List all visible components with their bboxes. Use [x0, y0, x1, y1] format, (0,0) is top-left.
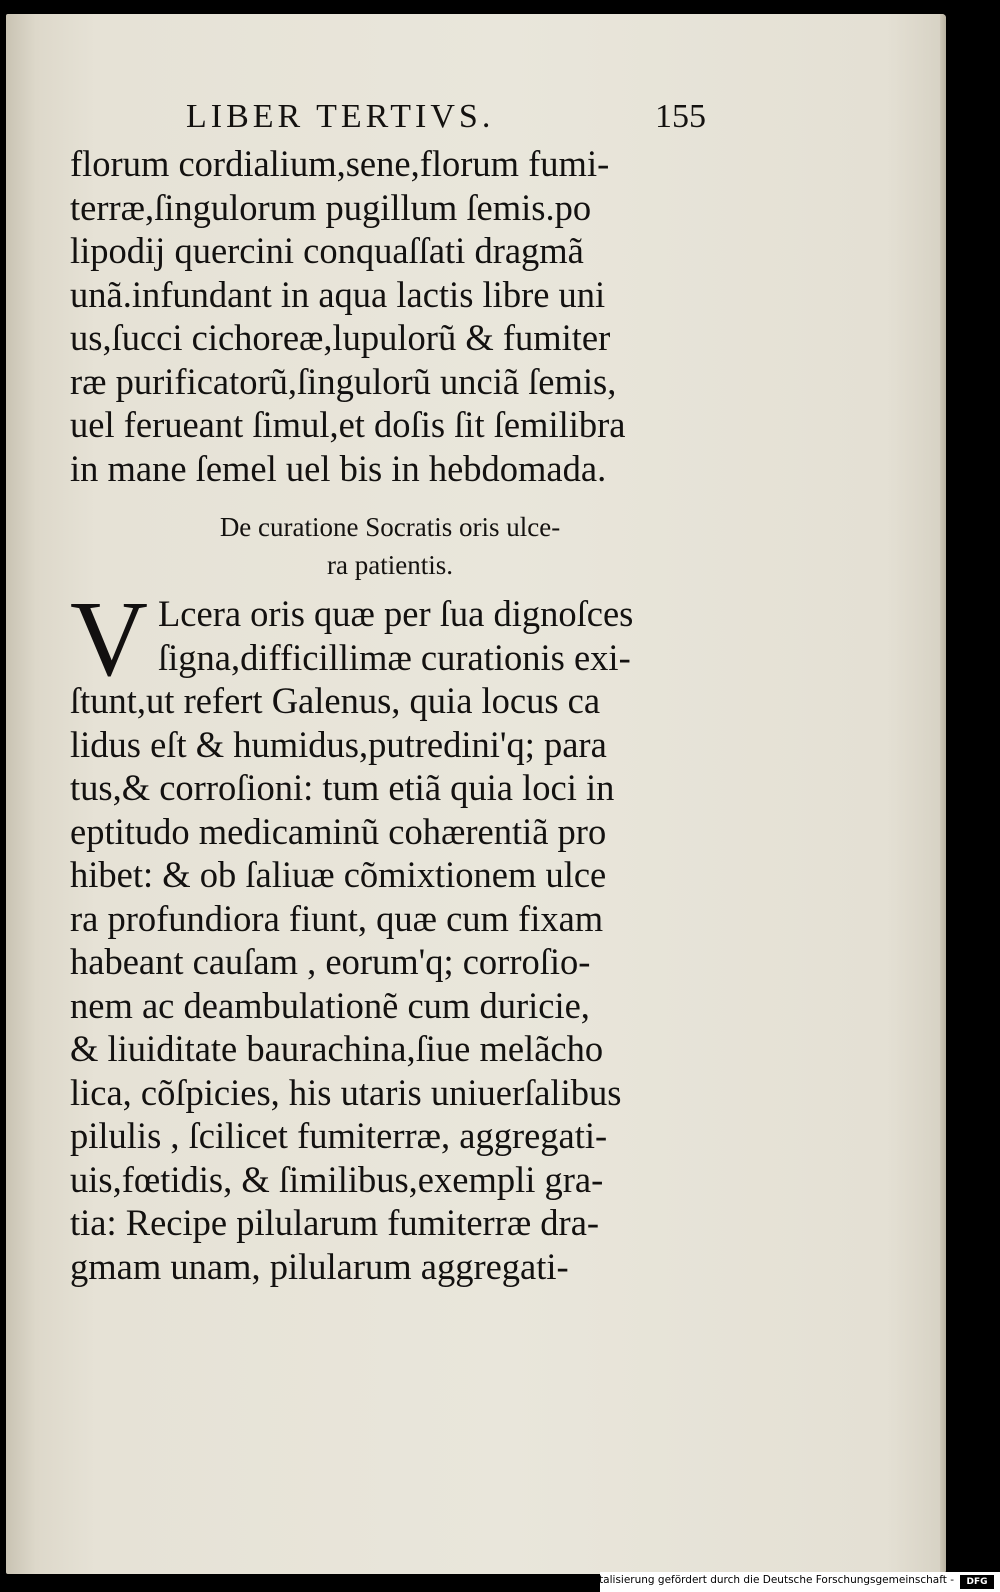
text-line: lidus eſt & humidus,putredini'q; para [70, 723, 607, 765]
text-line: habeant cauſam , eorum'q; corroſio- [70, 941, 591, 982]
text-line: hibet: & ob ſaliuæ cõmixtionem ulce [70, 854, 607, 895]
text-line: ra profundiora fiunt, quæ cum fixam [70, 897, 604, 939]
chapter-heading [70, 508, 710, 584]
chapter-body [70, 580, 710, 1288]
text-line: ſigna,difficillimæ curationis exi- [158, 636, 631, 678]
text-line: nem ac deambulationẽ cum duricie, [70, 984, 590, 1026]
page-number: 155 [655, 98, 706, 135]
text-line: in mane ſemel uel bis in hebdomada. [70, 447, 607, 489]
digitization-footer [578, 1572, 1000, 1592]
dfg-logo-icon: DFG [960, 1575, 994, 1589]
book-page [6, 14, 946, 1574]
text-line: lica, cõſpicies, his utaris uniuerſalibus [70, 1071, 622, 1113]
prescription-paragraph [70, 142, 710, 490]
heading-line: De curatione Socratis oris ulce- [219, 512, 561, 542]
drop-initial: V [70, 580, 148, 699]
text-line: gmam unam, pilularum aggregati- [70, 1245, 569, 1287]
text-line: tia: Recipe pilularum fumiterræ dra- [70, 1202, 600, 1243]
text-line: eptitudo medicaminũ cohærentiã pro [70, 810, 607, 852]
funding-credit: Digitalisierung gefördert durch die Deutsche Forschungsgemeinschaft - [578, 1574, 954, 1586]
page-header [186, 98, 706, 148]
heading-line: ra patientis. [327, 550, 453, 580]
running-head: LIBER TERTIVS. [186, 98, 495, 135]
text-line: uis,fœtidis, & ſimilibus,exempli gra- [70, 1158, 604, 1200]
text-line: Lcera oris quæ per ſua dignoſces [158, 593, 634, 634]
text-line: unã.infundant in aqua lactis libre uni [70, 273, 606, 315]
text-line: terræ,ſingulorum pugillum ſemis.po [70, 186, 592, 228]
text-line: & liuiditate baurachina,ſiue melãcho [70, 1028, 604, 1069]
text-line: florum cordialium,sene,florum fumi- [70, 143, 610, 184]
text-line: tus,& corroſioni: tum etiã quia loci in [70, 767, 615, 808]
text-line: us,ſucci cichoreæ,lupulorũ & fumiter [70, 317, 611, 358]
text-line: pilulis , ſcilicet fumiterræ, aggregati- [70, 1115, 608, 1156]
page-edge [940, 14, 946, 1574]
text-line: ſtunt,ut refert Galenus, quia locus ca [70, 680, 601, 721]
text-line: lipodij quercini conquaſſati dragmã [70, 230, 584, 271]
text-line: ræ purificatorũ,ſingulorũ unciã ſemis, [70, 360, 617, 402]
text-line: uel ferueant ſimul,et doſis ſit ſemilibra [70, 404, 626, 445]
